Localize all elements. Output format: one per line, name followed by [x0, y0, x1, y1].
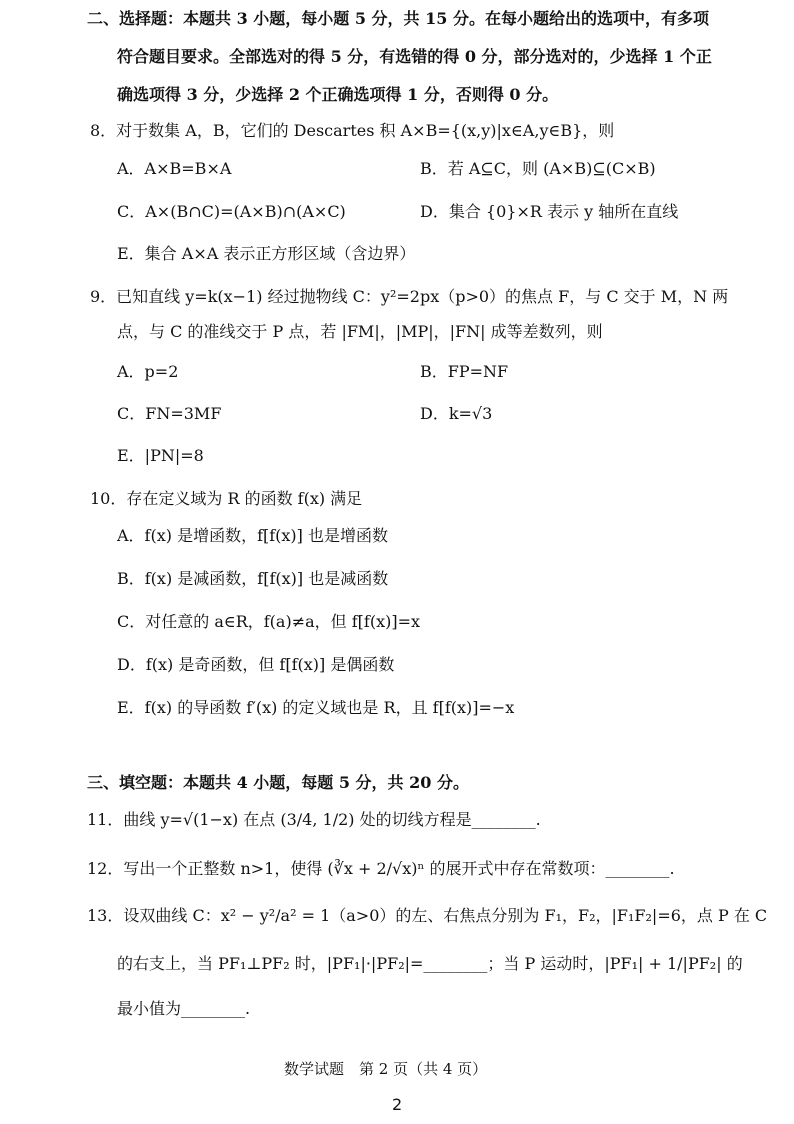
- question-10-option-b: B．f(x) 是减函数，f[f(x)] 也是减函数: [117, 569, 389, 588]
- question-10-option-d: D．f(x) 是奇函数，但 f[f(x)] 是偶函数: [117, 655, 395, 674]
- section2-heading-line-1: 二、选择题：本题共 3 小题，每小题 5 分，共 15 分。在每小题给出的选项中，有多项: [87, 9, 709, 28]
- question-9-option-e: E．|PN|=8: [117, 446, 204, 465]
- question-8-option-e: E．集合 A×A 表示正方形区域（含边界）: [117, 244, 416, 263]
- question-8-stem: 8．对于数集 A，B，它们的 Descartes 积 A×B={(x,y)|x∈A,y∈B}，则: [90, 121, 615, 140]
- page-number: 2: [392, 1095, 403, 1114]
- question-10-option-c: C．对任意的 a∈R，f(a)≠a，但 f[f(x)]=x: [117, 612, 421, 631]
- section2-heading-line-2: 符合题目要求。全部选对的得 5 分，有选错的得 0 分，部分选对的，少选择 1 个正: [117, 47, 712, 66]
- question-9-stem-line-1: 9．已知直线 y=k(x−1) 经过抛物线 C：y²=2px（p>0）的焦点 F，与 C 交于 M，N 两: [90, 287, 729, 306]
- question-8-option-b: B．若 A⊆C，则 (A×B)⊆(C×B): [420, 159, 656, 178]
- question-9-option-a: A．p=2: [117, 362, 179, 381]
- question-10-stem: 10．存在定义域为 R 的函数 f(x) 满足: [90, 489, 363, 508]
- question-8-option-a: A．A×B=B×A: [117, 159, 232, 178]
- question-9-option-c: C．FN=3MF: [117, 404, 222, 423]
- question-9-option-b: B．FP=NF: [420, 362, 509, 381]
- question-11-stem: 11．曲线 y=√(1−x) 在点 (3/4, 1/2) 处的切线方程是________.: [87, 810, 541, 829]
- question-9-stem-line-2: 点，与 C 的准线交于 P 点，若 |FM|，|MP|，|FN| 成等差数列，则: [117, 322, 603, 341]
- question-13-stem-line-3: 最小值为________.: [117, 999, 251, 1018]
- question-8-option-d: D．集合 {0}×R 表示 y 轴所在直线: [420, 202, 679, 221]
- question-10-option-e: E．f(x) 的导函数 f′(x) 的定义域也是 R，且 f[f(x)]=−x: [117, 698, 515, 717]
- section3-heading: 三、填空题：本题共 4 小题，每题 5 分，共 20 分。: [87, 773, 469, 792]
- question-8-option-c: C．A×(B∩C)=(A×B)∩(A×C): [117, 202, 346, 221]
- question-9-option-d: D．k=√3: [420, 404, 493, 423]
- question-10-option-a: A．f(x) 是增函数，f[f(x)] 也是增函数: [117, 526, 388, 545]
- question-13-stem-line-1: 13．设双曲线 C：x² − y²/a² = 1（a>0）的左、右焦点分别为 F₁，F₂，|F₁F₂|=6，点 P 在 C: [87, 906, 768, 925]
- section2-heading-line-3: 确选项得 3 分，少选择 2 个正确选项得 1 分，否则得 0 分。: [117, 85, 559, 104]
- question-12-stem: 12．写出一个正整数 n>1，使得 (∛x + 2/√x)ⁿ 的展开式中存在常数项：________.: [87, 859, 675, 878]
- page-footer: 数学试题 第 2 页（共 4 页）: [284, 1060, 488, 1078]
- question-13-stem-line-2: 的右支上，当 PF₁⊥PF₂ 时，|PF₁|·|PF₂|=________；当 P 运动时，|PF₁| + 1/|PF₂| 的: [117, 954, 743, 973]
